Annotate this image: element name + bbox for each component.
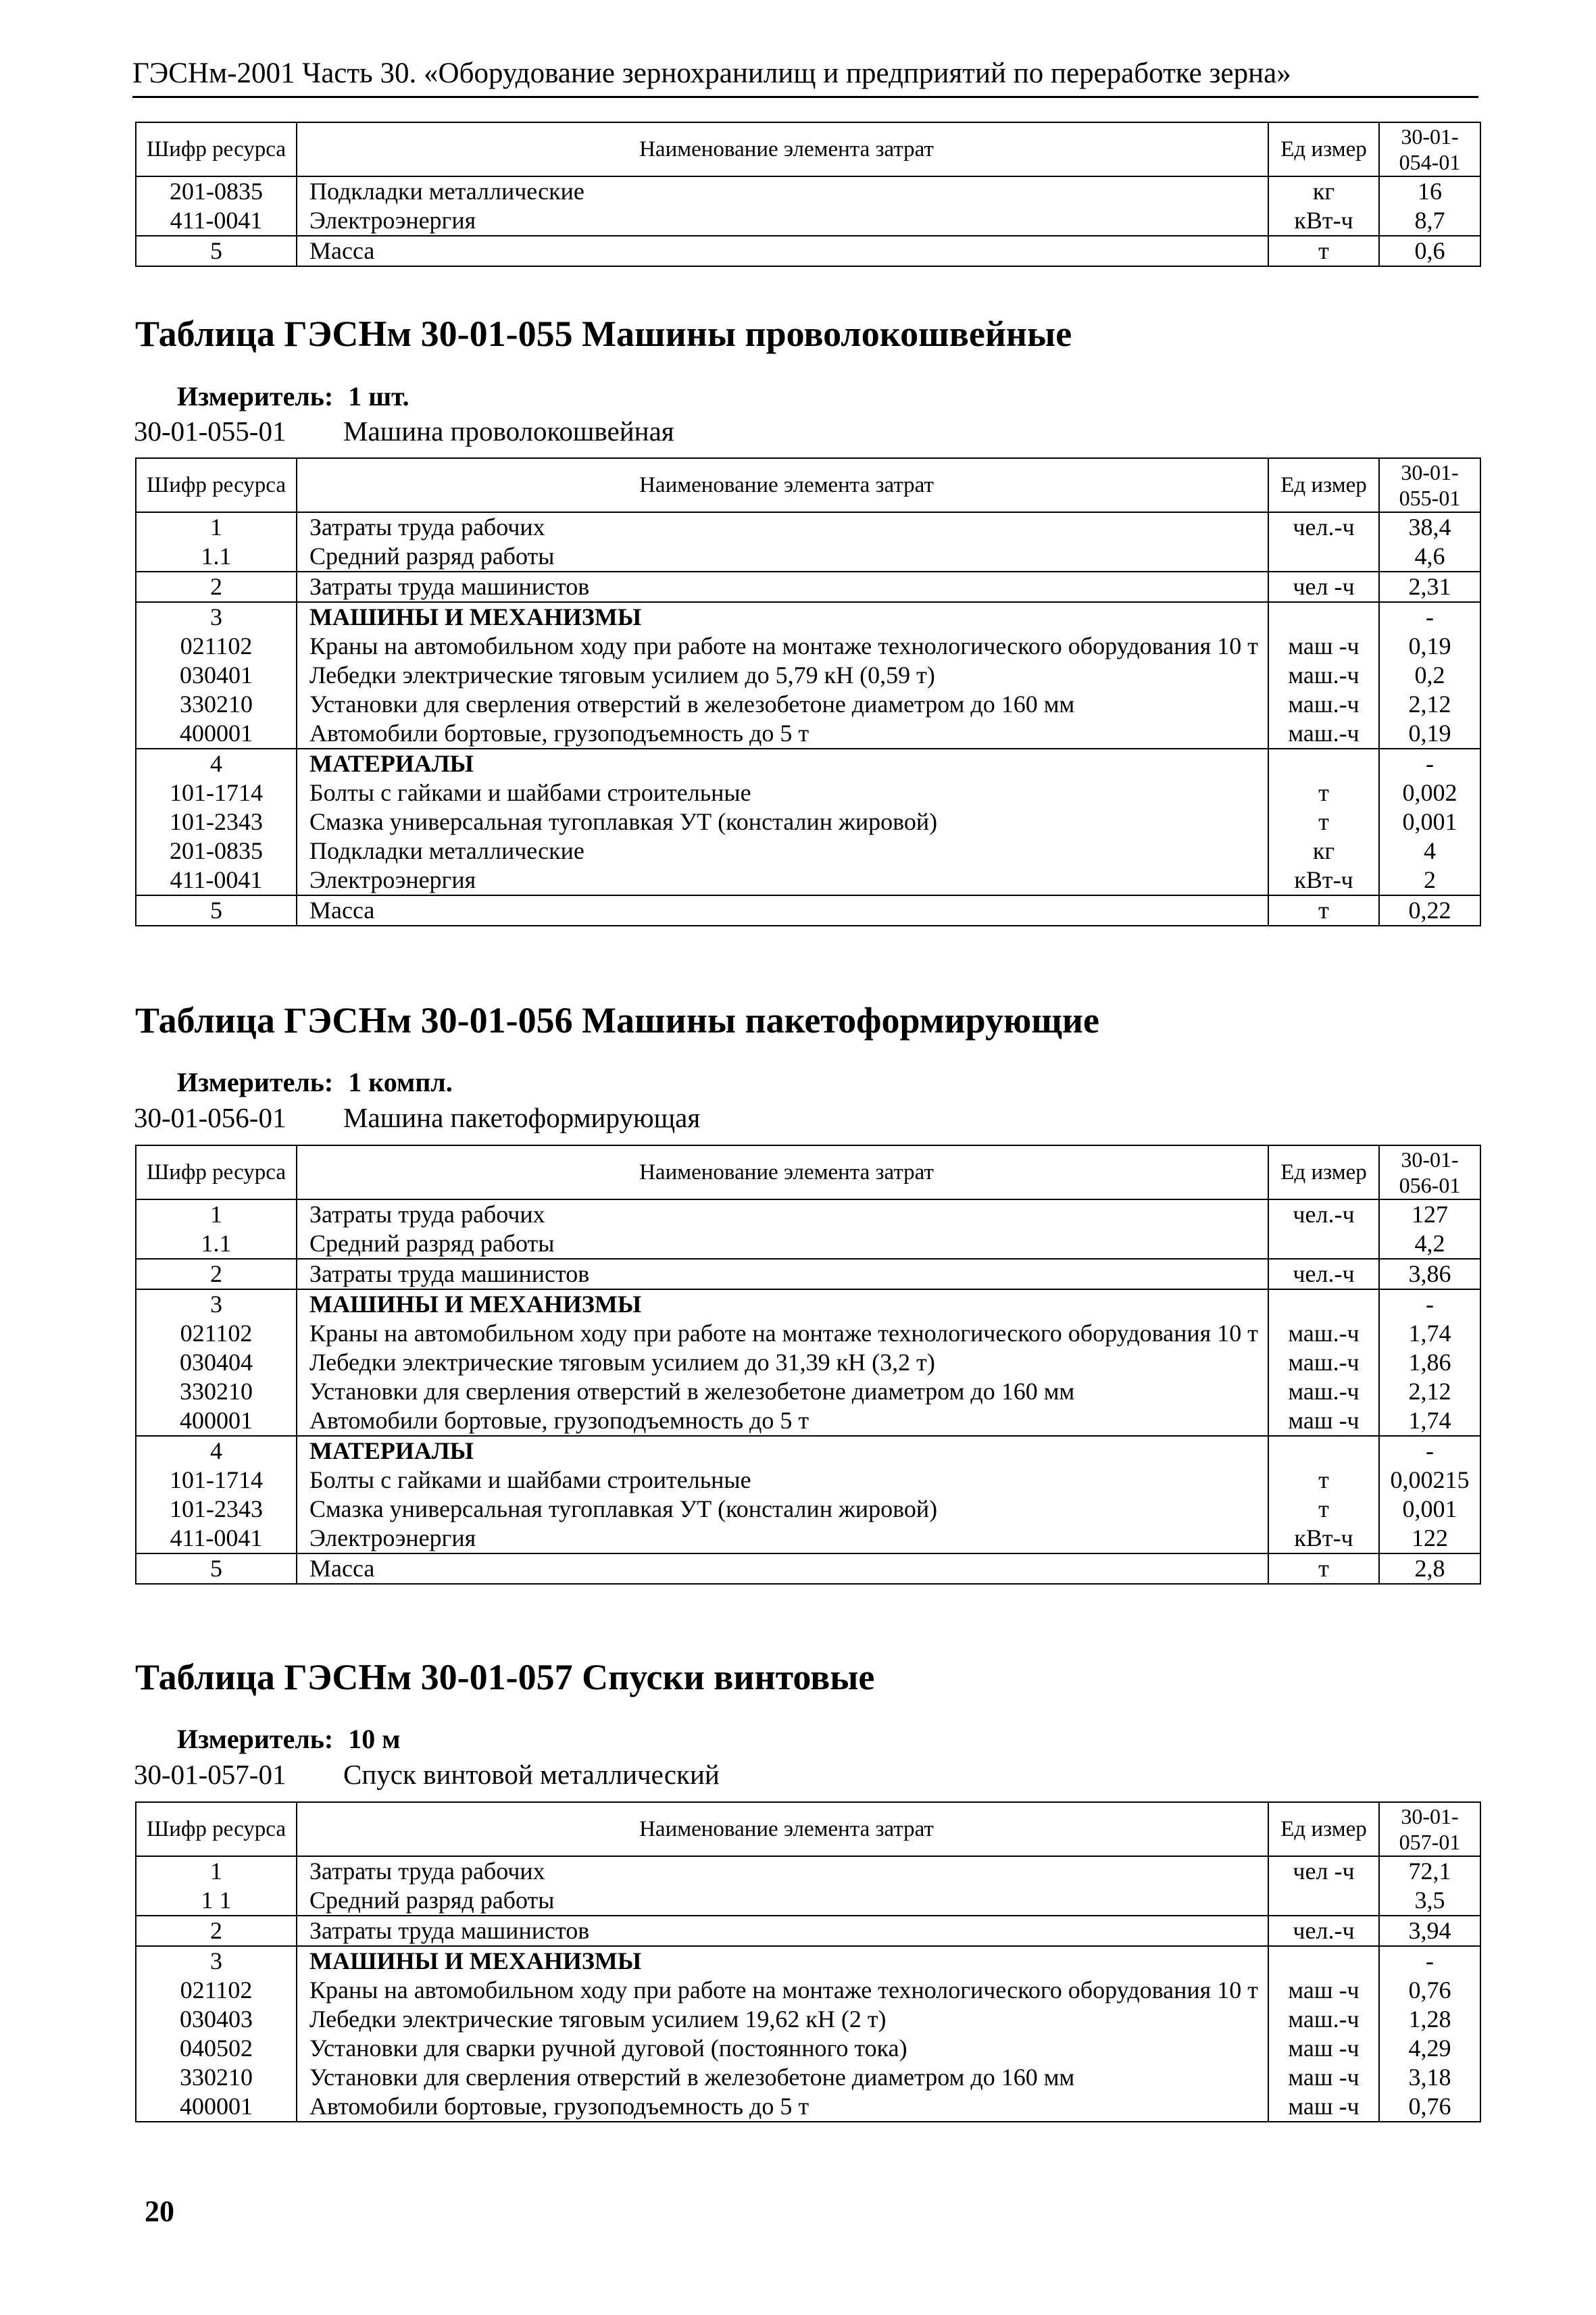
row-name: Болты с гайками и шайбами строительные [297,778,1268,807]
table-title: Таблица ГЭСНм 30-01-056 Машины пакетоформирующие [135,1000,1099,1041]
row-value: 4,29 [1379,2034,1480,2063]
row-unit: маш.-ч [1268,2005,1379,2034]
table-row [136,632,1480,661]
row-code: 330210 [136,1377,297,1406]
table-row [136,1348,1480,1377]
row-name: Установки для сверления отверстий в железобетоне диаметром до 160 мм [297,690,1268,719]
row-name: МАШИНЫ И МЕХАНИЗМЫ [297,1946,1268,1976]
row-name: Смазка универсальная тугоплавкая УТ (консталин жировой) [297,807,1268,837]
row-code: 101-1714 [136,1466,297,1495]
table-row [136,1886,1480,1916]
row-unit [1268,1946,1379,1976]
table-row [136,661,1480,690]
col-header-unit: Ед измер [1268,458,1379,512]
norm-id: 30-01-056-01 [134,1102,286,1133]
row-value: 2,12 [1379,690,1480,719]
row-code: 040502 [136,2034,297,2063]
row-value: 72,1 [1379,1856,1480,1886]
row-code: 5 [136,895,297,926]
row-unit: т [1268,807,1379,837]
norm-id: 30-01-057-01 [134,1759,286,1790]
row-value: 0,001 [1379,807,1480,837]
row-value: 4,2 [1379,1229,1480,1259]
norm-id-line [134,415,674,447]
row-code: 030404 [136,1348,297,1377]
table-title: Таблица ГЭСНм 30-01-057 Спуски винтовые [135,1657,875,1697]
row-value: 38,4 [1379,512,1480,542]
row-code: 030403 [136,2005,297,2034]
row-name: МАШИНЫ И МЕХАНИЗМЫ [297,1289,1268,1319]
row-name: Лебедки электрические тяговым усилием 19,62 кН (2 т) [297,2005,1268,2034]
row-unit: т [1268,1553,1379,1584]
row-code: 3 [136,1946,297,1976]
meter-value: 10 м [348,1724,401,1754]
table-row [136,1466,1480,1495]
row-value: 0,76 [1379,1976,1480,2005]
row-value: 0,002 [1379,778,1480,807]
table-row [136,176,1480,206]
table-row [136,778,1480,807]
row-code: 330210 [136,690,297,719]
norm-table-056 [135,1145,1481,1585]
row-unit: чел -ч [1268,1856,1379,1886]
col-header-code: Шифр ресурса [136,1802,297,1856]
row-name: Средний разряд работы [297,542,1268,572]
row-name: Установки для сверления отверстий в железобетоне диаметром до 160 мм [297,2063,1268,2092]
row-name: Автомобили бортовые, грузоподъемность до 5 т [297,719,1268,749]
row-code: 1 1 [136,1886,297,1916]
meter-label: Измеритель: [177,1067,334,1097]
row-name: Краны на автомобильном ходу при работе на монтаже технологического оборудования 10 т [297,1319,1268,1348]
row-unit: чел.-ч [1268,512,1379,542]
table-header-row [136,458,1480,512]
row-value: 3,86 [1379,1259,1480,1289]
row-value: 0,2 [1379,661,1480,690]
row-name: Средний разряд работы [297,1886,1268,1916]
table-row [136,749,1480,778]
row-unit [1268,1289,1379,1319]
col-header-norm-code: 30-01-054-01 [1379,122,1480,176]
row-value: 0,19 [1379,719,1480,749]
row-unit: кг [1268,176,1379,206]
row-code: 030401 [136,661,297,690]
table-row [136,572,1480,602]
row-value: 1,28 [1379,2005,1480,2034]
row-name: Краны на автомобильном ходу при работе на монтаже технологического оборудования 10 т [297,1976,1268,2005]
table-header-row [136,1145,1480,1199]
row-value: 8,7 [1379,206,1480,236]
row-code: 411-0041 [136,1524,297,1553]
row-code: 2 [136,1259,297,1289]
col-header-name: Наименование элемента затрат [297,458,1268,512]
row-name: Установки для сверления отверстий в железобетоне диаметром до 160 мм [297,1377,1268,1406]
page-number: 20 [145,2195,174,2228]
row-code: 4 [136,1436,297,1466]
row-unit: маш.-ч [1268,661,1379,690]
row-unit: чел.-ч [1268,1259,1379,1289]
row-name: Затраты труда рабочих [297,1199,1268,1229]
row-code: 1.1 [136,1229,297,1259]
row-unit [1268,602,1379,632]
table-row [136,895,1480,926]
header-rule [132,96,1478,98]
row-unit: т [1268,236,1379,266]
row-value: 1,86 [1379,1348,1480,1377]
table-row [136,1976,1480,2005]
row-value: 0,76 [1379,2092,1480,2122]
norm-id-line [134,1758,720,1791]
row-unit [1268,1436,1379,1466]
table-header-row [136,122,1480,176]
table-row [136,1229,1480,1259]
table-row [136,1377,1480,1406]
row-name: Краны на автомобильном ходу при работе на монтаже технологического оборудования 10 т [297,632,1268,661]
table-row [136,1199,1480,1229]
row-code: 400001 [136,719,297,749]
meter [177,1066,453,1099]
row-value: 4 [1379,837,1480,866]
row-value: 0,6 [1379,236,1480,266]
row-code: 5 [136,236,297,266]
col-header-unit: Ед измер [1268,122,1379,176]
norm-table-057 [135,1801,1481,2122]
row-unit: кВт-ч [1268,1524,1379,1553]
table-row [136,1916,1480,1946]
row-code: 1.1 [136,542,297,572]
col-header-name: Наименование элемента затрат [297,1802,1268,1856]
row-name: Автомобили бортовые, грузоподъемность до 5 т [297,1406,1268,1436]
row-name: Болты с гайками и шайбами строительные [297,1466,1268,1495]
row-code: 101-2343 [136,1495,297,1524]
row-unit: чел.-ч [1268,1916,1379,1946]
row-name: МАТЕРИАЛЫ [297,749,1268,778]
row-value: 3,5 [1379,1886,1480,1916]
row-code: 400001 [136,1406,297,1436]
row-name: Электроэнергия [297,206,1268,236]
row-code: 201-0835 [136,176,297,206]
row-value: 3,94 [1379,1916,1480,1946]
row-value: - [1379,1436,1480,1466]
row-code: 1 [136,1856,297,1886]
row-unit: маш -ч [1268,2063,1379,2092]
row-code: 021102 [136,632,297,661]
row-name: Лебедки электрические тяговым усилием до 31,39 кН (3,2 т) [297,1348,1268,1377]
row-unit: маш -ч [1268,2034,1379,2063]
row-name: Установки для сварки ручной дуговой (постоянного тока) [297,2034,1268,2063]
row-value: 3,18 [1379,2063,1480,2092]
row-value: 16 [1379,176,1480,206]
row-unit [1268,1886,1379,1916]
row-value: 1,74 [1379,1319,1480,1348]
table-row [136,542,1480,572]
table-row [136,1524,1480,1553]
row-unit: маш.-ч [1268,690,1379,719]
row-value: - [1379,1946,1480,1976]
col-header-norm-code: 30-01-055-01 [1379,458,1480,512]
row-name: Затраты труда рабочих [297,512,1268,542]
row-code: 330210 [136,2063,297,2092]
row-code: 400001 [136,2092,297,2122]
norm-table-054 [135,122,1481,267]
row-code: 101-1714 [136,778,297,807]
row-unit: т [1268,778,1379,807]
row-code: 3 [136,602,297,632]
row-value: 1,74 [1379,1406,1480,1436]
row-value: 2,31 [1379,572,1480,602]
col-header-norm-code: 30-01-056-01 [1379,1145,1480,1199]
table-row [136,602,1480,632]
row-value: 127 [1379,1199,1480,1229]
table-row [136,1319,1480,1348]
row-code: 101-2343 [136,807,297,837]
row-value: 0,19 [1379,632,1480,661]
row-unit: чел -ч [1268,572,1379,602]
row-value: 2,8 [1379,1553,1480,1584]
row-code: 1 [136,512,297,542]
row-name: Масса [297,236,1268,266]
row-value: 2,12 [1379,1377,1480,1406]
row-code: 021102 [136,1976,297,2005]
row-unit: маш.-ч [1268,1319,1379,1348]
table-row [136,719,1480,749]
norm-name: Спуск винтовой металлический [343,1759,720,1790]
row-value: 122 [1379,1524,1480,1553]
row-unit: маш -ч [1268,1976,1379,2005]
running-header: ГЭСНм-2001 Часть 30. «Оборудование зернохранилищ и предприятий по переработке зерна» [132,57,1291,89]
col-header-name: Наименование элемента затрат [297,1145,1268,1199]
table-row [136,1495,1480,1524]
row-code: 201-0835 [136,837,297,866]
table-row [136,1406,1480,1436]
norm-table-055 [135,457,1481,926]
col-header-unit: Ед измер [1268,1802,1379,1856]
row-unit: т [1268,1495,1379,1524]
row-unit: кВт-ч [1268,206,1379,236]
meter [177,380,409,413]
row-value: - [1379,749,1480,778]
table-row [136,206,1480,236]
row-name: Средний разряд работы [297,1229,1268,1259]
row-value: 0,22 [1379,895,1480,926]
meter-value: 1 шт. [348,381,409,412]
row-name: Масса [297,895,1268,926]
row-value: - [1379,602,1480,632]
table-row [136,1946,1480,1976]
row-name: Электроэнергия [297,866,1268,895]
row-code: 4 [136,749,297,778]
row-name: Подкладки металлические [297,837,1268,866]
row-value: - [1379,1289,1480,1319]
norm-id: 30-01-055-01 [134,416,286,447]
row-code: 411-0041 [136,206,297,236]
row-code: 2 [136,1916,297,1946]
norm-id-line [134,1101,701,1134]
row-code: 1 [136,1199,297,1229]
meter-label: Измеритель: [177,381,334,412]
row-name: Затраты труда машинистов [297,1259,1268,1289]
table-title: Таблица ГЭСНм 30-01-055 Машины проволокошвейные [135,314,1072,354]
row-unit: кг [1268,837,1379,866]
row-code: 5 [136,1553,297,1584]
row-value: 4,6 [1379,542,1480,572]
table-row [136,1436,1480,1466]
row-name: Затраты труда машинистов [297,1916,1268,1946]
row-name: Затраты труда рабочих [297,1856,1268,1886]
table-row [136,866,1480,895]
table-row [136,2034,1480,2063]
row-name: МАШИНЫ И МЕХАНИЗМЫ [297,602,1268,632]
row-code: 3 [136,1289,297,1319]
row-name: Затраты труда машинистов [297,572,1268,602]
norm-name: Машина пакетоформирующая [343,1102,701,1133]
table-row [136,2005,1480,2034]
row-unit: маш -ч [1268,1406,1379,1436]
row-value: 0,001 [1379,1495,1480,1524]
table-row [136,837,1480,866]
table-row [136,807,1480,837]
row-unit: маш.-ч [1268,1377,1379,1406]
meter [177,1723,400,1756]
table-row [136,2063,1480,2092]
row-value: 0,00215 [1379,1466,1480,1495]
row-name: Смазка универсальная тугоплавкая УТ (консталин жировой) [297,1495,1268,1524]
table-row [136,512,1480,542]
col-header-code: Шифр ресурса [136,458,297,512]
row-name: Подкладки металлические [297,176,1268,206]
row-unit: маш.-ч [1268,719,1379,749]
table-row [136,690,1480,719]
row-unit: маш.-ч [1268,1348,1379,1377]
norm-name: Машина проволокошвейная [343,416,674,447]
col-header-name: Наименование элемента затрат [297,122,1268,176]
row-name: Электроэнергия [297,1524,1268,1553]
row-name: МАТЕРИАЛЫ [297,1436,1268,1466]
row-name: Лебедки электрические тяговым усилием до 5,79 кН (0,59 т) [297,661,1268,690]
row-unit: маш -ч [1268,632,1379,661]
table-row [136,1259,1480,1289]
row-unit: т [1268,1466,1379,1495]
table-row [136,236,1480,266]
row-unit: чел.-ч [1268,1199,1379,1229]
row-value: 2 [1379,866,1480,895]
table-header-row [136,1802,1480,1856]
row-unit: маш -ч [1268,2092,1379,2122]
meter-label: Измеритель: [177,1724,334,1754]
row-code: 021102 [136,1319,297,1348]
row-code: 411-0041 [136,866,297,895]
row-name: Автомобили бортовые, грузоподъемность до 5 т [297,2092,1268,2122]
row-unit: т [1268,895,1379,926]
col-header-norm-code: 30-01-057-01 [1379,1802,1480,1856]
table-row [136,1289,1480,1319]
col-header-code: Шифр ресурса [136,1145,297,1199]
table-row [136,2092,1480,2122]
row-unit [1268,542,1379,572]
row-name: Масса [297,1553,1268,1584]
row-unit [1268,749,1379,778]
table-row [136,1856,1480,1886]
row-unit [1268,1229,1379,1259]
meter-value: 1 компл. [348,1067,453,1097]
row-unit: кВт-ч [1268,866,1379,895]
table-row [136,1553,1480,1584]
row-code: 2 [136,572,297,602]
col-header-code: Шифр ресурса [136,122,297,176]
col-header-unit: Ед измер [1268,1145,1379,1199]
